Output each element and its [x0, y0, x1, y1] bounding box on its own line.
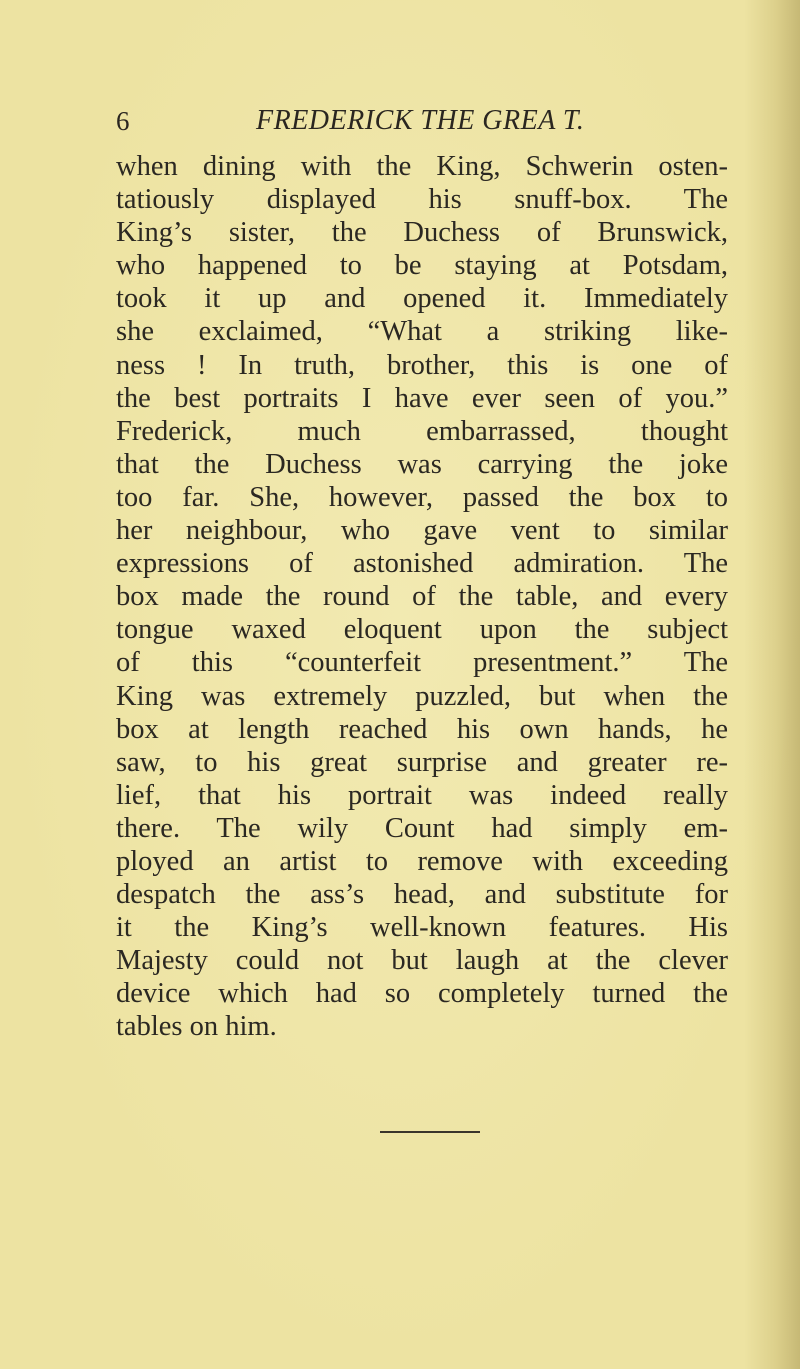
text-line: expressions of astonished admiration. The: [116, 548, 728, 580]
text-line: ployed an artist to remove with exceeding: [116, 845, 728, 877]
text-line: Majesty could not but laugh at the clever: [116, 945, 728, 977]
text-line: too far. She, however, passed the box to: [116, 481, 728, 513]
text-line: it the King’s well-known features. His: [116, 912, 728, 944]
text-line: tongue waxed eloquent upon the subject: [116, 614, 728, 646]
text-line: her neighbour, who gave vent to similar: [116, 515, 728, 547]
text-line: who happened to be staying at Potsdam,: [116, 250, 728, 282]
text-line: lief, that his portrait was indeed really: [116, 779, 728, 811]
text-line: tatiously displayed his snuff-box. The: [116, 184, 728, 216]
text-line: of this “counterfeit presentment.” The: [116, 647, 728, 679]
text-line: ness ! In truth, brother, this is one of: [116, 349, 728, 381]
text-line: tables on him.: [116, 1011, 277, 1043]
text-line: she exclaimed, “What a striking like-: [116, 316, 728, 348]
text-line: King’s sister, the Duchess of Brunswick,: [116, 217, 728, 249]
text-line: the best portraits I have ever seen of you.”: [116, 382, 728, 414]
text-line: that the Duchess was carrying the joke: [116, 448, 728, 480]
text-line: despatch the ass’s head, and substitute for: [116, 879, 728, 911]
running-title: FREDERICK THE GREA T.: [256, 105, 585, 136]
text-line: there. The wily Count had simply em-: [116, 812, 728, 844]
text-line: King was extremely puzzled, but when the: [116, 680, 728, 712]
text-line: took it up and opened it. Immediately: [116, 283, 728, 315]
text-line: box at length reached his own hands, he: [116, 713, 728, 745]
section-end-rule: [380, 1131, 480, 1133]
text-line: saw, to his great surprise and greater re-: [116, 746, 728, 778]
page-number: 6: [116, 106, 130, 136]
running-head: [116, 101, 726, 141]
text-line: when dining with the King, Schwerin osten-: [116, 151, 728, 182]
text-line: device which had so completely turned the: [116, 978, 728, 1010]
body-paragraph: [116, 150, 728, 1044]
text-line: Frederick, much embarrassed, thought: [116, 415, 728, 447]
text-line: box made the round of the table, and every: [116, 581, 728, 613]
